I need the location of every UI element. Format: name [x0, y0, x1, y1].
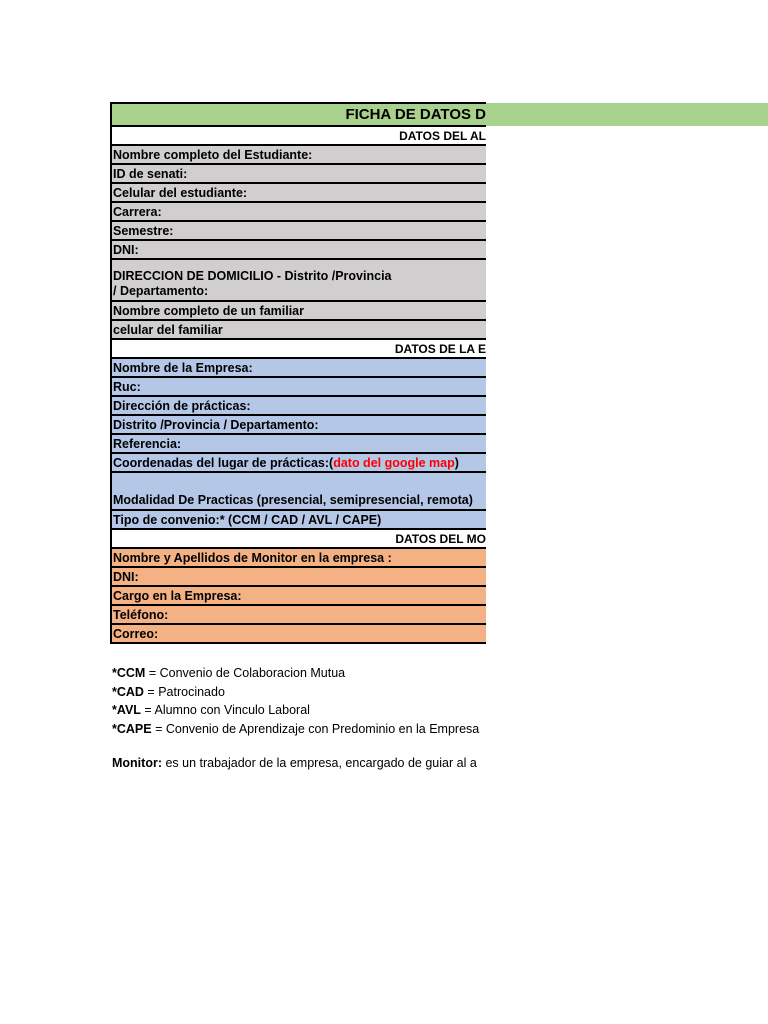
note-code: *CAD	[112, 684, 144, 699]
note-text: = Alumno con Vinculo Laboral	[140, 703, 310, 717]
note-cape	[112, 720, 479, 739]
field-telefono[interactable]: Teléfono:	[110, 606, 486, 625]
coordenadas-close: )	[454, 455, 459, 470]
note-text: = Convenio de Colaboracion Mutua	[145, 666, 346, 680]
field-direccion-domicilio[interactable]: DIRECCION DE DOMICILIO - Distrito /Provincia / Departamento:	[110, 260, 486, 302]
form-sheet	[110, 102, 486, 644]
field-dni-monitor[interactable]: DNI:	[110, 568, 486, 587]
field-tipo-convenio[interactable]: Tipo de convenio:* (CCM / CAD / AVL / CAPE)	[110, 511, 486, 530]
section-header-empresa: DATOS DE LA E	[110, 340, 486, 359]
field-cargo-empresa[interactable]: Cargo en la Empresa:	[110, 587, 486, 606]
title-bar-extension	[486, 103, 768, 126]
field-distrito-empresa[interactable]: Distrito /Provincia / Departamento:	[110, 416, 486, 435]
field-modalidad[interactable]: Modalidad De Practicas (presencial, semipresencial, remota)	[110, 473, 486, 511]
convenio-notes	[112, 664, 479, 738]
field-celular-estudiante[interactable]: Celular del estudiante:	[110, 184, 486, 203]
note-code: *CCM	[112, 666, 146, 680]
coordenadas-label: Coordenadas del lugar de prácticas:(	[113, 455, 334, 470]
field-nombre-estudiante[interactable]: Nombre completo del Estudiante:	[110, 146, 486, 165]
field-carrera[interactable]: Carrera:	[110, 203, 486, 222]
field-correo[interactable]: Correo:	[110, 625, 486, 644]
field-dni-estudiante[interactable]: DNI:	[110, 241, 486, 260]
note-avl	[112, 701, 479, 720]
section-header-monitor: DATOS DEL MO	[110, 530, 486, 549]
field-referencia[interactable]: Referencia:	[110, 435, 486, 454]
field-id-senati[interactable]: ID de senati:	[110, 165, 486, 184]
note-ccm	[112, 664, 479, 683]
monitor-note	[112, 756, 486, 770]
note-text: = Convenio de Aprendizaje con Predominio en la Empresa	[151, 721, 480, 736]
field-nombre-familiar[interactable]: Nombre completo de un familiar	[110, 302, 486, 321]
monitor-note-text: es un trabajador de la empresa, encargado de guiar al a	[161, 756, 477, 770]
note-code: *AVL	[112, 703, 141, 717]
note-code: *CAPE	[112, 721, 152, 736]
field-direccion-practicas[interactable]: Dirección de prácticas:	[110, 397, 486, 416]
field-nombre-monitor[interactable]: Nombre y Apellidos de Monitor en la empresa :	[110, 549, 486, 568]
note-text: = Patrocinado	[143, 684, 225, 699]
google-map-note: dato del google map	[333, 455, 455, 470]
field-celular-familiar[interactable]: celular del familiar	[110, 321, 486, 340]
monitor-note-label: Monitor:	[112, 756, 162, 770]
field-coordenadas[interactable]	[110, 454, 486, 473]
note-cad	[112, 683, 479, 702]
field-semestre[interactable]: Semestre:	[110, 222, 486, 241]
section-header-alumno: DATOS DEL AL	[110, 127, 486, 146]
field-ruc[interactable]: Ruc:	[110, 378, 486, 397]
form-title: FICHA DE DATOS D	[110, 102, 486, 127]
field-nombre-empresa[interactable]: Nombre de la Empresa:	[110, 359, 486, 378]
